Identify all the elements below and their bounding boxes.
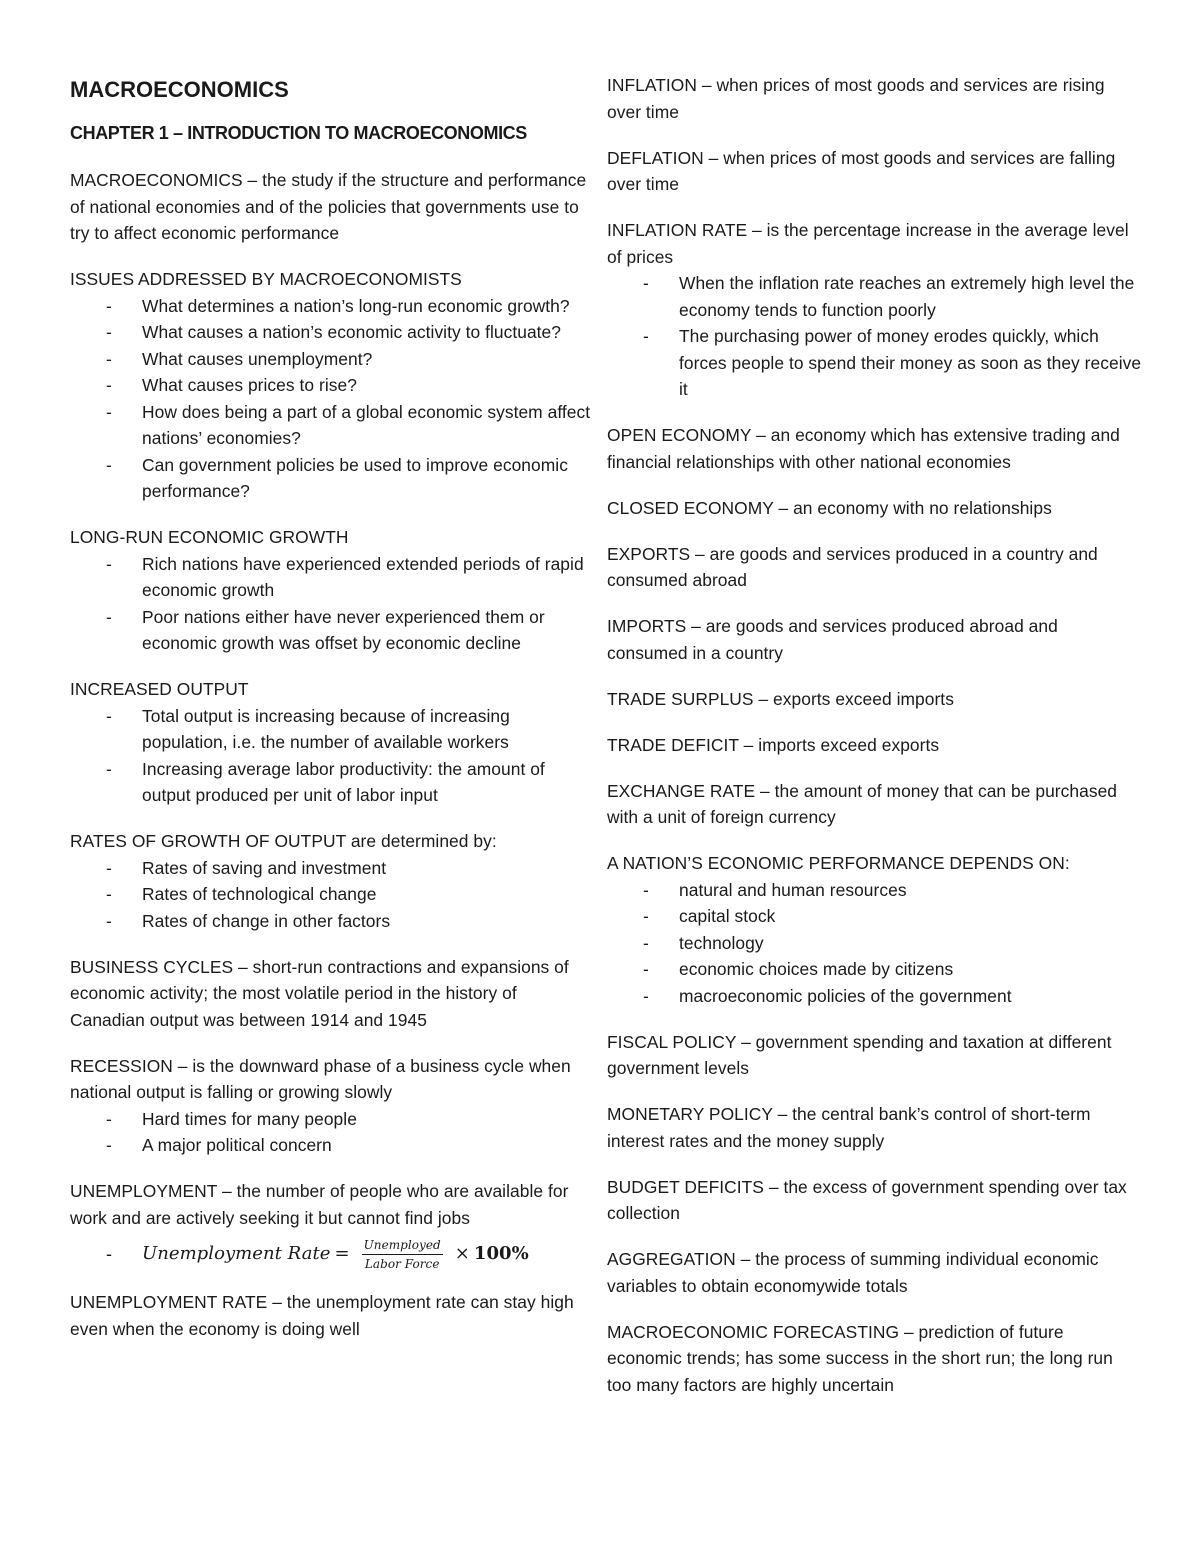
definition-aggregation: AGGREGATION – the process of summing individual economic variables to obtain economywide totals xyxy=(607,1249,1099,1296)
list-item: - Rates of change in other factors xyxy=(70,908,592,935)
definition-inflation-rate: INFLATION RATE – is the percentage increase in the average level of prices xyxy=(607,220,1129,267)
inflation-list xyxy=(607,270,1142,403)
left-column xyxy=(70,76,592,1362)
formula-percent: 100% xyxy=(473,1242,529,1264)
output-list xyxy=(70,703,592,809)
definition-recession: RECESSION – is the downward phase of a business cycle when national output is falling or growing slowly xyxy=(70,1055,571,1102)
definition-macroeconomics: MACROECONOMICS – the study if the structure and performance of national economies and of the policies that governments use to try to affect economic performance xyxy=(70,170,587,243)
list-item: - capital stock xyxy=(607,903,1142,930)
list-item: - What causes unemployment? xyxy=(70,346,592,373)
formula-fraction xyxy=(362,1238,443,1271)
list-item: - The purchasing power of money erodes quickly, which forces people to spend their money as soon as they receive it xyxy=(607,323,1142,403)
section-heading: RATES OF GROWTH OF OUTPUT are determined by: xyxy=(70,831,497,851)
definition-unemployment: UNEMPLOYMENT – the number of people who are available for work and are actively seeking it but cannot find jobs xyxy=(70,1181,569,1228)
definition-business-cycles: BUSINESS CYCLES – short-run contractions and expansions of economic activity; the most volatile period in the history of Canadian output was between 1914 and 1945 xyxy=(70,956,569,1030)
section-heading: INCREASED OUTPUT xyxy=(70,679,249,699)
definition-fiscal-policy: FISCAL POLICY – government spending and taxation at different government levels xyxy=(607,1031,1112,1078)
section-unemployment xyxy=(70,1178,592,1277)
list-item: - What causes prices to rise? xyxy=(70,372,592,399)
section-recession xyxy=(70,1053,592,1159)
definition-trade-surplus: TRADE SURPLUS – exports exceed imports xyxy=(607,688,954,709)
formula-denominator: Labor Force xyxy=(364,1256,440,1271)
list-item: - Rates of saving and investment xyxy=(70,855,592,882)
section-rates xyxy=(70,828,592,934)
section-inflation-rate xyxy=(607,217,1142,403)
definition-closed-economy: CLOSED ECONOMY – an economy with no relationships xyxy=(607,497,1052,518)
right-column xyxy=(607,72,1142,1418)
definition-exchange-rate: EXCHANGE RATE – the amount of money that can be purchased with a unit of foreign currency xyxy=(607,780,1118,827)
definition-imports: IMPORTS – are goods and services produced abroad and consumed in a country xyxy=(607,616,1058,663)
formula-equals: = xyxy=(334,1242,350,1264)
definition-monetary-policy: MONETARY POLICY – the central bank’s control of short-term interest rates and the money supply xyxy=(607,1104,1091,1151)
list-item: - How does being a part of a global economic system affect nations’ economies? xyxy=(70,399,592,452)
section-heading: A NATION’S ECONOMIC PERFORMANCE DEPENDS ON: xyxy=(607,853,1070,873)
definition-exports: EXPORTS – are goods and services produced in a country and consumed abroad xyxy=(607,543,1098,590)
section-growth xyxy=(70,524,592,657)
growth-list xyxy=(70,551,592,657)
formula-numerator: Unemployed xyxy=(362,1238,443,1255)
section-performance xyxy=(607,850,1142,1009)
section-issues xyxy=(70,266,592,505)
list-item: - Total output is increasing because of increasing population, i.e. the number of available workers xyxy=(70,703,592,756)
list-item: - economic choices made by citizens xyxy=(607,956,1142,983)
list-item: - What determines a nation’s long-run economic growth? xyxy=(70,293,592,320)
list-item: - natural and human resources xyxy=(607,877,1142,904)
formula-lhs: Unemployment Rate xyxy=(142,1242,331,1264)
section-heading: ISSUES ADDRESSED BY MACROECONOMISTS xyxy=(70,269,462,289)
unemployment-rate-formula xyxy=(70,1231,592,1277)
definition-forecasting: MACROECONOMIC FORECASTING – prediction of future economic trends; has some success in the short run; the long run too many factors are highly uncertain xyxy=(607,1321,1113,1395)
definition-trade-deficit: TRADE DEFICIT – imports exceed exports xyxy=(607,734,940,755)
definition-inflation: INFLATION – when prices of most goods and services are rising over time xyxy=(607,75,1105,122)
list-item: - Increasing average labor productivity: the amount of output produced per unit of labor input xyxy=(70,756,592,809)
issues-list xyxy=(70,293,592,505)
list-item: - A major political concern xyxy=(70,1132,592,1159)
list-item: - What causes a nation’s economic activity to fluctuate? xyxy=(70,319,592,346)
definition-open-economy: OPEN ECONOMY – an economy which has extensive trading and financial relationships with other national economies xyxy=(607,425,1120,472)
list-item: - Rates of technological change xyxy=(70,881,592,908)
chapter-heading: CHAPTER 1 – INTRODUCTION TO MACROECONOMICS xyxy=(70,123,527,143)
section-output xyxy=(70,676,592,809)
formula-times: × xyxy=(454,1242,470,1264)
list-item: - Can government policies be used to improve economic performance? xyxy=(70,452,592,505)
list-item: - When the inflation rate reaches an extremely high level the economy tends to function poorly xyxy=(607,270,1142,323)
list-item: - Hard times for many people xyxy=(70,1106,592,1133)
section-heading: LONG-RUN ECONOMIC GROWTH xyxy=(70,527,349,547)
recession-list xyxy=(70,1106,592,1159)
document-title: MACROECONOMICS xyxy=(70,77,289,102)
list-item: - Poor nations either have never experienced them or economic growth was offset by economic decline xyxy=(70,604,592,657)
performance-list xyxy=(607,877,1142,1010)
definition-unemployment-rate: UNEMPLOYMENT RATE – the unemployment rate can stay high even when the economy is doing well xyxy=(70,1292,574,1339)
rates-list xyxy=(70,855,592,935)
list-item: - Rich nations have experienced extended periods of rapid economic growth xyxy=(70,551,592,604)
dash-marker: - xyxy=(106,1243,113,1264)
definition-deflation: DEFLATION – when prices of most goods and services are falling over time xyxy=(607,147,1116,194)
list-item: - macroeconomic policies of the government xyxy=(607,983,1142,1010)
list-item: - technology xyxy=(607,930,1142,957)
definition-budget-deficits: BUDGET DEFICITS – the excess of government spending over tax collection xyxy=(607,1176,1127,1223)
